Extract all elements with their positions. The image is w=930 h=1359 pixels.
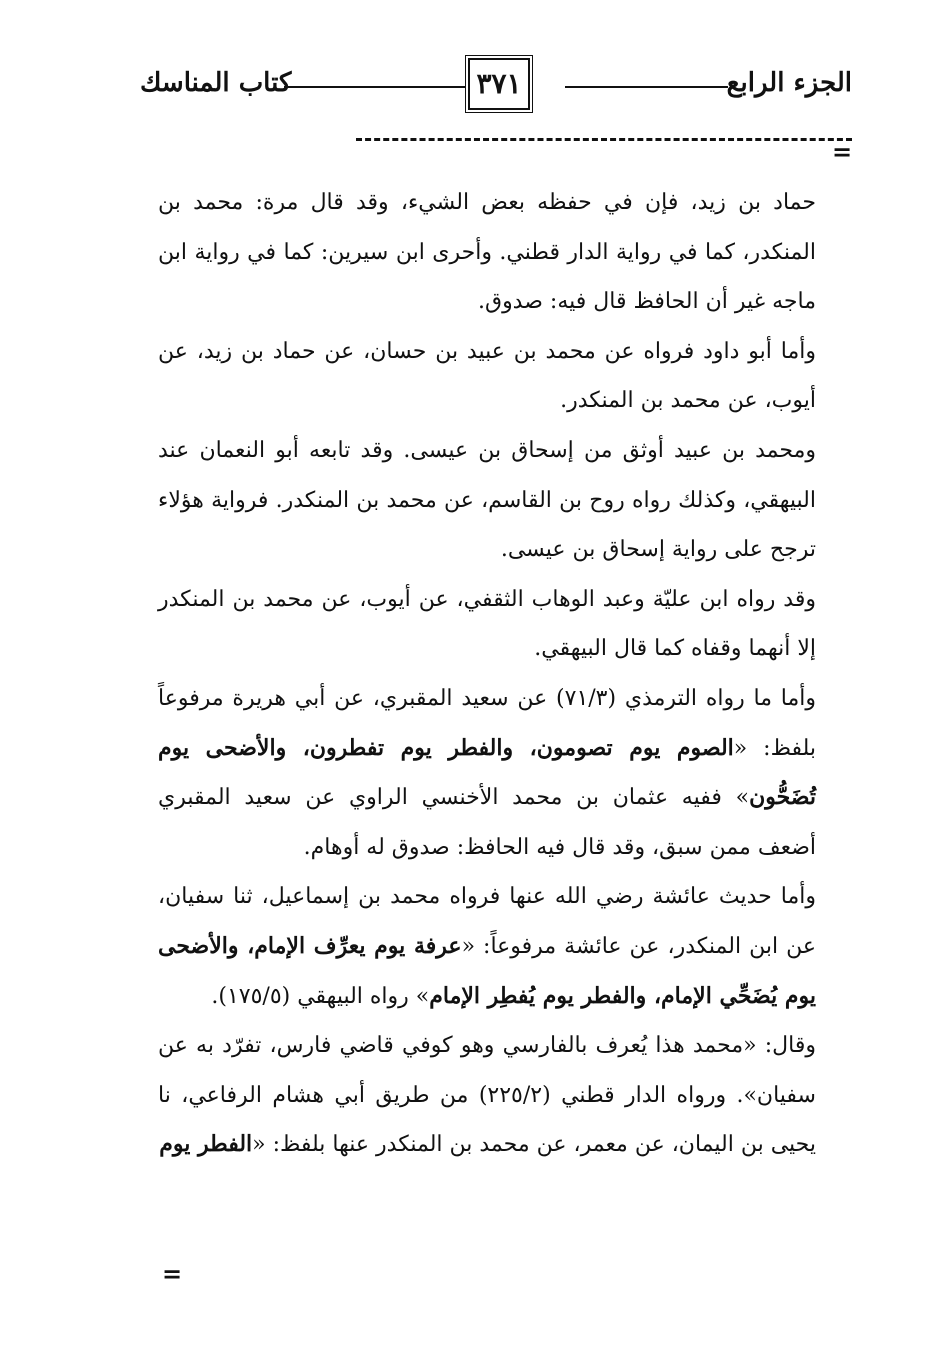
hadith-quote: الصوم يوم تصومون، والفطر يوم تفطرون، والأضحى يوم تُضَحُّون — [158, 734, 816, 811]
continuation-mark-top: = — [832, 137, 853, 166]
header-rule-right — [565, 86, 728, 88]
body-text — [158, 178, 816, 1170]
paragraph: حماد بن زيد، فإن في حفظه بعض الشيء، وقد قال مرة: محمد بن المنكدر، كما في رواية الدار قطني. وأحرى ابن سيرين: كما في رواية ابن ماجه غير أن الحافظ قال فيه: صدوق. — [158, 190, 816, 315]
paragraph-with-hadith — [158, 1021, 816, 1170]
hadith-quote: عرفة يوم يعرِّف الإمام، والأضحى يوم يُضَحِّي الإمام، والفطر يوم يُفطِر الإمام — [158, 932, 816, 1009]
text-segment: وقال: «محمد هذا يُعرف بالفارسي وهو كوفي قاضي فارس، تفرّد به عن سفيان». ورواه الدار قطني (٢٢٥/٢) من طريق أبي هشام الرفاعي، نا يحيى بن اليمان، عن معمر، عن محمد بن المنكدر عنها بلفظ: « — [158, 1033, 816, 1158]
paragraph: وقد رواه ابن عليّة وعبد الوهاب الثقفي، عن أيوب، عن محمد بن المنكدر إلا أنهما وقفاه كما قال البيهقي. — [158, 586, 816, 662]
page-header — [140, 58, 852, 114]
text-segment: » ففيه عثمان بن محمد الأخنسي الراوي عن سعيد المقبري أضعف ممن سبق، وقد قال فيه الحافظ: صدوق له أوهام. — [158, 785, 816, 860]
volume-title: الجزء الرابع — [726, 68, 852, 98]
continuation-mark-bottom: = — [162, 1259, 183, 1288]
page-number: ٣٧١ — [468, 58, 530, 110]
paragraph: ومحمد بن عبيد أوثق من إسحاق بن عيسى. وقد تابعه أبو النعمان عند البيهقي، وكذلك رواه روح بن القاسم، عن محمد بن المنكدر. فرواية هؤلاء ترجح على رواية إسحاق بن عيسى. — [158, 437, 816, 563]
paragraph-with-hadith — [158, 674, 816, 872]
hadith-quote: الفطر يوم — [159, 1131, 253, 1158]
text-segment: » رواه البيهقي (١٧٥/٥). — [211, 983, 430, 1009]
book-title: كتاب المناسك — [140, 68, 292, 98]
header-rule-left — [284, 86, 466, 88]
paragraph-with-hadith — [158, 872, 816, 1021]
paragraph: وأما أبو داود فرواه عن محمد بن عبيد بن حسان، عن حماد بن زيد، عن أيوب، عن محمد بن المنكدر. — [158, 338, 817, 414]
header-dashed-divider — [356, 138, 852, 141]
text-segment: وأما حديث عائشة رضي الله عنها فرواه محمد بن إسماعيل، ثنا سفيان، عن ابن المنكدر، عن عائشة مرفوعاً: « — [158, 884, 816, 959]
text-segment: وأما ما رواه الترمذي (٧١/٣) عن سعيد المقبري، عن أبي هريرة مرفوعاً بلفظ: « — [158, 685, 816, 761]
